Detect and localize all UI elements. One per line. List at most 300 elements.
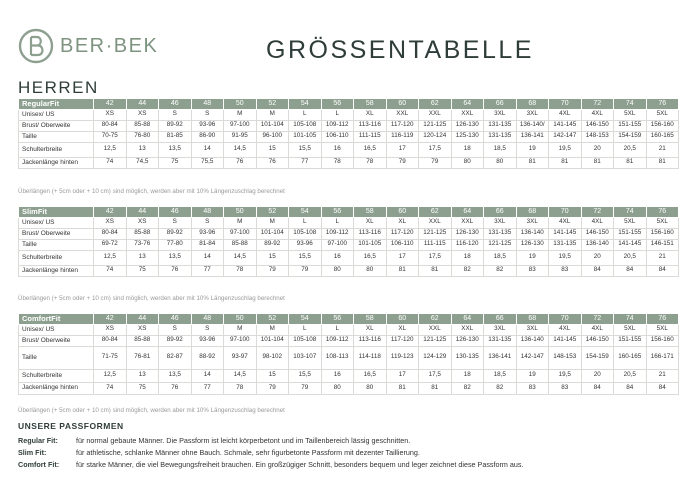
table-cell: 85-88	[126, 335, 159, 346]
table-cell: 83	[549, 265, 582, 277]
table-cell: 81-85	[159, 131, 192, 142]
table-cell: XXL	[451, 217, 484, 228]
row-label: Jackenlänge hinten	[19, 382, 94, 394]
size-header: 64	[451, 207, 484, 218]
table-cell: 13	[126, 250, 159, 265]
table-cell: 81-84	[191, 239, 224, 250]
table-cell: 97-100	[224, 335, 257, 346]
table-cell: 20,5	[614, 142, 647, 157]
table-cell: 84	[581, 382, 614, 394]
table-cell: 146-150	[581, 120, 614, 131]
size-header: 66	[484, 99, 517, 110]
table-cell: 101-104	[256, 335, 289, 346]
size-header: 50	[224, 314, 257, 325]
table-cell: 141-145	[549, 120, 582, 131]
table-cell: 85-88	[224, 239, 257, 250]
size-header: 56	[321, 207, 354, 218]
table-cell: 80	[321, 265, 354, 277]
page-title: GRÖSSENTABELLE	[266, 36, 534, 64]
table-cell: 83	[516, 265, 549, 277]
row-label: Schulterbreite	[19, 369, 94, 382]
table-cell: 160-165	[614, 346, 647, 369]
table-cell: 126-130	[451, 335, 484, 346]
fit-description	[18, 436, 410, 445]
table-cell: 109-112	[321, 228, 354, 239]
size-header: 72	[581, 207, 614, 218]
row-label: Unisex/ US	[19, 217, 94, 228]
table-cell: 71-75	[94, 346, 127, 369]
table-header-row	[19, 314, 679, 325]
table-cell: 81	[581, 157, 614, 169]
table-cell: 136-140	[516, 335, 549, 346]
size-header: 76	[646, 99, 679, 110]
table-cell: 3XL	[484, 324, 517, 335]
size-header: 44	[126, 207, 159, 218]
table-cell: 12,5	[94, 369, 127, 382]
table-cell: XS	[94, 324, 127, 335]
table-cell: 148-153	[549, 346, 582, 369]
table-cell: 70-75	[94, 131, 127, 142]
size-header: 68	[516, 207, 549, 218]
circle-b-logo-icon	[18, 28, 54, 64]
fit-description-text: für athletische, schlanke Männer ohne Bauch. Schmale, sehr figurbetonte Passform mit dezenter Taillierung.	[76, 448, 420, 457]
size-header: 52	[256, 314, 289, 325]
table-cell: 93-97	[224, 346, 257, 369]
table-cell: 120-124	[419, 131, 452, 142]
table-cell: M	[256, 109, 289, 120]
size-header: 72	[581, 314, 614, 325]
fit-name: RegularFit	[19, 99, 94, 110]
size-header: 54	[289, 207, 322, 218]
table-row	[19, 265, 679, 277]
overlength-note: Überlängen (+ 5cm oder + 10 cm) sind möglich, werden aber mit 10% Längenzuschlag berechnet	[18, 407, 285, 414]
table-cell: 85-88	[126, 120, 159, 131]
table-cell: 17,5	[419, 250, 452, 265]
table-cell: 13,5	[159, 250, 192, 265]
size-header: 66	[484, 207, 517, 218]
table-cell: 89-92	[159, 120, 192, 131]
table-header-row	[19, 99, 679, 110]
size-header: 62	[419, 99, 452, 110]
table-cell: 109-112	[321, 335, 354, 346]
table-cell: 108-113	[321, 346, 354, 369]
table-cell: 74,5	[126, 157, 159, 169]
table-cell: 97-100	[224, 120, 257, 131]
size-header: 58	[354, 207, 387, 218]
table-cell: 81	[516, 157, 549, 169]
table-cell: 76	[159, 382, 192, 394]
table-row	[19, 335, 679, 346]
table-cell: 154-159	[581, 346, 614, 369]
table-cell: 17	[386, 142, 419, 157]
table-cell: 15,5	[289, 369, 322, 382]
table-cell: 83	[516, 382, 549, 394]
table-cell: 121-125	[419, 120, 452, 131]
table-cell: 20,5	[614, 369, 647, 382]
size-header: 48	[191, 314, 224, 325]
table-cell: 86-90	[191, 131, 224, 142]
table-cell: 79	[386, 157, 419, 169]
table-cell: 75	[159, 157, 192, 169]
table-cell: 14	[191, 369, 224, 382]
table-header-row	[19, 207, 679, 218]
table-cell: 84	[646, 265, 679, 277]
size-table-comfortfit	[18, 313, 679, 395]
table-cell: 75,5	[191, 157, 224, 169]
table-cell: 80	[354, 382, 387, 394]
table-cell: 105-108	[289, 120, 322, 131]
size-header: 48	[191, 207, 224, 218]
table-cell: XXL	[451, 109, 484, 120]
table-cell: 79	[256, 265, 289, 277]
table-row	[19, 369, 679, 382]
table-cell: 74	[94, 157, 127, 169]
table-cell: 77	[191, 382, 224, 394]
table-cell: 79	[256, 382, 289, 394]
row-label: Unisex/ US	[19, 109, 94, 120]
table-cell: 12,5	[94, 142, 127, 157]
table-cell: 148-153	[581, 131, 614, 142]
table-row	[19, 120, 679, 131]
size-header: 46	[159, 207, 192, 218]
size-header: 70	[549, 207, 582, 218]
table-cell: 124-129	[419, 346, 452, 369]
table-cell: 5XL	[614, 217, 647, 228]
table-cell: 17	[386, 250, 419, 265]
size-header: 60	[386, 99, 419, 110]
table-cell: 111-115	[354, 131, 387, 142]
table-cell: S	[159, 324, 192, 335]
table-cell: L	[321, 324, 354, 335]
table-cell: M	[256, 217, 289, 228]
fit-description-name: Slim Fit:	[18, 448, 47, 457]
size-header: 72	[581, 99, 614, 110]
fit-description	[18, 448, 420, 457]
table-cell: 151-155	[614, 335, 647, 346]
table-cell: 3XL	[516, 324, 549, 335]
table-cell: 82	[451, 265, 484, 277]
table-cell: 18,5	[484, 142, 517, 157]
table-cell: 20	[581, 369, 614, 382]
table-cell: 101-104	[256, 120, 289, 131]
size-header: 64	[451, 99, 484, 110]
table-cell: S	[191, 217, 224, 228]
size-header: 54	[289, 314, 322, 325]
table-cell: 4XL	[549, 324, 582, 335]
table-cell: 76-81	[126, 346, 159, 369]
table-cell: 131-135	[484, 120, 517, 131]
table-row	[19, 228, 679, 239]
table-cell: 18	[451, 250, 484, 265]
table-cell: 13	[126, 142, 159, 157]
table-cell: 20	[581, 142, 614, 157]
table-cell: 111-115	[419, 239, 452, 250]
table-cell: 76-80	[126, 131, 159, 142]
table-cell: 20,5	[614, 250, 647, 265]
table-cell: 15	[256, 369, 289, 382]
table-cell: 3XL	[484, 217, 517, 228]
table-cell: 93-96	[191, 120, 224, 131]
table-cell: 80-84	[94, 228, 127, 239]
table-cell: 75	[126, 265, 159, 277]
table-cell: 80	[321, 382, 354, 394]
table-cell: 105-108	[289, 228, 322, 239]
size-header: 64	[451, 314, 484, 325]
table-cell: 15	[256, 142, 289, 157]
table-cell: 136-140/	[516, 120, 549, 131]
table-cell: 84	[646, 382, 679, 394]
table-cell: L	[289, 217, 322, 228]
table-cell: 3XL	[516, 109, 549, 120]
table-cell: XXL	[419, 217, 452, 228]
table-row	[19, 109, 679, 120]
table-row	[19, 324, 679, 335]
table-cell: 101-104	[256, 228, 289, 239]
table-cell: M	[256, 324, 289, 335]
table-cell: 109-112	[321, 120, 354, 131]
size-header: 44	[126, 314, 159, 325]
table-cell: 76	[256, 157, 289, 169]
table-cell: 146-151	[646, 239, 679, 250]
table-cell: 84	[581, 265, 614, 277]
table-row	[19, 142, 679, 157]
table-cell: 156-160	[646, 335, 679, 346]
size-header: 56	[321, 314, 354, 325]
size-header: 66	[484, 314, 517, 325]
table-cell: 105-108	[289, 335, 322, 346]
table-cell: 14,5	[224, 142, 257, 157]
fit-description-text: für normal gebaute Männer. Die Passform ist leicht körperbetont und im Taillenbereich lässig geschnitten.	[76, 436, 411, 445]
table-cell: 75	[126, 382, 159, 394]
table-cell: 113-116	[354, 120, 387, 131]
table-cell: 98-102	[256, 346, 289, 369]
table-cell: M	[224, 324, 257, 335]
table-cell: 141-145	[549, 335, 582, 346]
size-header: 52	[256, 207, 289, 218]
table-cell: 74	[94, 265, 127, 277]
table-cell: 80-84	[94, 120, 127, 131]
table-cell: 16	[321, 369, 354, 382]
table-cell: 13,5	[159, 369, 192, 382]
table-cell: 142-147	[549, 131, 582, 142]
table-cell: 12,5	[94, 250, 127, 265]
fit-description-name: Comfort Fit:	[18, 460, 60, 469]
table-cell: 89-92	[159, 335, 192, 346]
table-cell: 81	[549, 157, 582, 169]
table-cell: 131-135	[549, 239, 582, 250]
size-header: 46	[159, 99, 192, 110]
table-cell: 93-96	[289, 239, 322, 250]
table-cell: 146-150	[581, 228, 614, 239]
fit-name: SlimFit	[19, 207, 94, 218]
table-row	[19, 131, 679, 142]
table-cell: 79	[419, 157, 452, 169]
table-cell: 80	[484, 157, 517, 169]
table-cell: 82	[451, 382, 484, 394]
table-cell: 81	[386, 382, 419, 394]
table-cell: XXL	[419, 324, 452, 335]
table-cell: 16	[321, 250, 354, 265]
table-cell: 19	[516, 250, 549, 265]
row-label: Unisex/ US	[19, 324, 94, 335]
row-label: Brust/ Oberweite	[19, 335, 94, 346]
fit-description-name: Regular Fit:	[18, 436, 58, 445]
table-cell: 117-120	[386, 335, 419, 346]
table-row	[19, 239, 679, 250]
size-header: 60	[386, 314, 419, 325]
table-cell: 151-155	[614, 120, 647, 131]
table-cell: 5XL	[646, 217, 679, 228]
table-cell: 116-119	[386, 131, 419, 142]
table-cell: 5XL	[646, 324, 679, 335]
size-header: 50	[224, 99, 257, 110]
table-cell: 116-120	[451, 239, 484, 250]
table-cell: 126-130	[516, 239, 549, 250]
table-cell: 136-140	[516, 228, 549, 239]
table-cell: 151-155	[614, 228, 647, 239]
table-cell: 125-130	[451, 131, 484, 142]
table-cell: L	[289, 324, 322, 335]
table-cell: 19	[516, 142, 549, 157]
table-cell: 79	[289, 265, 322, 277]
table-cell: L	[321, 217, 354, 228]
table-cell: XL	[386, 217, 419, 228]
row-label: Taille	[19, 131, 94, 142]
table-cell: 89-92	[159, 228, 192, 239]
table-cell: 121-125	[419, 228, 452, 239]
table-cell: 18	[451, 142, 484, 157]
table-cell: 131-135	[484, 131, 517, 142]
row-label: Brust/ Oberweite	[19, 228, 94, 239]
size-header: 58	[354, 314, 387, 325]
table-cell: 78	[224, 382, 257, 394]
size-header: 74	[614, 99, 647, 110]
row-label: Schulterbreite	[19, 142, 94, 157]
size-header: 50	[224, 207, 257, 218]
table-cell: 136-141	[484, 346, 517, 369]
table-cell: 101-105	[289, 131, 322, 142]
size-header: 42	[94, 314, 127, 325]
table-cell: 21	[646, 369, 679, 382]
table-cell: XS	[94, 217, 127, 228]
table-cell: S	[159, 217, 192, 228]
table-row	[19, 250, 679, 265]
table-cell: 103-107	[289, 346, 322, 369]
size-header: 70	[549, 99, 582, 110]
table-cell: 130-135	[451, 346, 484, 369]
fits-title: UNSERE PASSFORMEN	[18, 421, 124, 431]
size-header: 68	[516, 314, 549, 325]
table-cell: 81	[646, 157, 679, 169]
table-cell: 131-135	[484, 335, 517, 346]
table-cell: 17,5	[419, 142, 452, 157]
table-cell: 19,5	[549, 369, 582, 382]
table-cell: 96-100	[256, 131, 289, 142]
table-cell: S	[191, 324, 224, 335]
table-cell: 82	[484, 382, 517, 394]
table-cell: 21	[646, 250, 679, 265]
table-cell: 166-171	[646, 346, 679, 369]
table-cell: 146-150	[581, 335, 614, 346]
table-cell: XXL	[419, 109, 452, 120]
table-cell: 80-84	[94, 335, 127, 346]
table-cell: XS	[126, 324, 159, 335]
table-cell: 16,5	[354, 142, 387, 157]
table-cell: 106-110	[386, 239, 419, 250]
table-cell: 121-125	[484, 239, 517, 250]
size-header: 74	[614, 314, 647, 325]
size-header: 48	[191, 99, 224, 110]
table-cell: 156-160	[646, 120, 679, 131]
row-label: Jackenlänge hinten	[19, 265, 94, 277]
table-cell: 4XL	[549, 109, 582, 120]
table-cell: 17,5	[419, 369, 452, 382]
size-table-regularfit	[18, 98, 679, 169]
table-cell: 4XL	[581, 217, 614, 228]
table-row	[19, 382, 679, 394]
table-cell: 81	[419, 265, 452, 277]
size-header: 52	[256, 99, 289, 110]
table-cell: XL	[354, 217, 387, 228]
table-cell: 114-118	[354, 346, 387, 369]
table-cell: 126-130	[451, 120, 484, 131]
table-cell: 5XL	[614, 324, 647, 335]
page-header	[0, 0, 700, 80]
table-cell: 80	[451, 157, 484, 169]
table-cell: 83	[549, 382, 582, 394]
table-cell: XL	[386, 324, 419, 335]
table-cell: 79	[289, 382, 322, 394]
table-cell: 85-88	[126, 228, 159, 239]
table-cell: 14	[191, 142, 224, 157]
brand-name: BER·BEK	[60, 34, 159, 57]
brand-logo	[18, 28, 158, 64]
table-cell: 74	[94, 382, 127, 394]
row-label: Jackenlänge hinten	[19, 157, 94, 169]
fit-description	[18, 460, 523, 469]
table-cell: L	[289, 109, 322, 120]
table-cell: 17	[386, 369, 419, 382]
table-cell: 136-140	[581, 239, 614, 250]
size-table-slimfit	[18, 206, 679, 277]
table-cell: 82	[484, 265, 517, 277]
table-cell: S	[191, 109, 224, 120]
table-cell: 13	[126, 369, 159, 382]
table-cell: 101-105	[354, 239, 387, 250]
table-cell: 77-80	[159, 239, 192, 250]
table-cell: 156-160	[646, 228, 679, 239]
table-cell: XXL	[451, 324, 484, 335]
table-cell: 14,5	[224, 369, 257, 382]
table-cell: 142-147	[516, 346, 549, 369]
table-cell: 69-72	[94, 239, 127, 250]
size-header: 60	[386, 207, 419, 218]
table-cell: XS	[126, 109, 159, 120]
row-label: Taille	[19, 346, 94, 369]
table-cell: 78	[224, 265, 257, 277]
size-header: 76	[646, 314, 679, 325]
table-cell: 106-110	[321, 131, 354, 142]
table-row	[19, 346, 679, 369]
table-cell: 81	[419, 382, 452, 394]
size-header: 46	[159, 314, 192, 325]
table-cell: 97-100	[224, 228, 257, 239]
size-header: 58	[354, 99, 387, 110]
table-cell: 78	[321, 157, 354, 169]
table-cell: XS	[94, 109, 127, 120]
table-cell: M	[224, 217, 257, 228]
size-header: 62	[419, 314, 452, 325]
